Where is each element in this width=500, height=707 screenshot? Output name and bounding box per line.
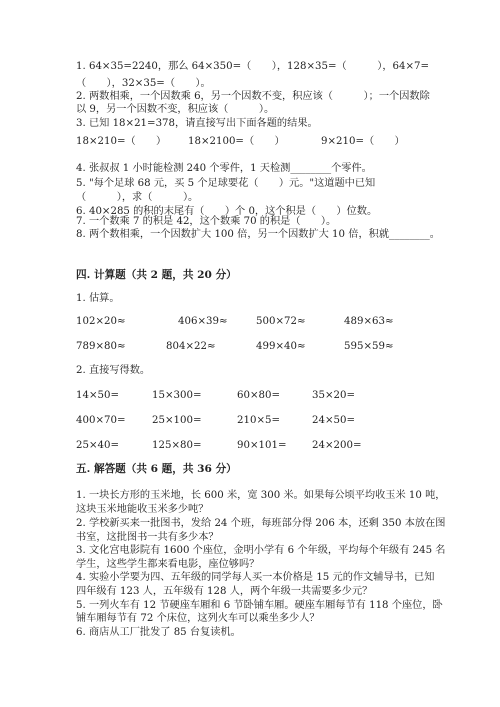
q3-item: 9×210=（ ）: [321, 136, 405, 147]
q1-line-1: 1. 64×35=2240，那么 64×350=（ ），128×35=（ ），64×7=: [76, 61, 430, 72]
estimate-item: 789×80≈: [76, 341, 126, 352]
direct-item: 25×40=: [76, 440, 119, 451]
word-problem-line: 学生，这些学生都来看电影，座位够吗？: [76, 559, 260, 570]
direct-label: 2. 直接写得数。: [76, 365, 151, 376]
word-problem-line: 4. 实验小学要为四、五年级的同学每人买一本价格是 15 元的作文辅导书，已知: [76, 572, 435, 583]
word-problem-line: 1. 一块长方形的玉米地，长 600 米，宽 300 米。如果每公顷平均收玉米 10 吨，: [76, 490, 446, 501]
direct-item: 24×200=: [312, 440, 362, 451]
direct-item: 25×100=: [152, 415, 202, 426]
q3-item: 18×210=（ ）: [76, 136, 167, 147]
direct-item: 210×5=: [237, 415, 280, 426]
section4-heading: 四. 计算题（共 2 题，共 20 分）: [76, 269, 237, 281]
direct-row: [76, 416, 436, 428]
q2-line-2: 以 9，另一个因数不变，积应该（ ）。: [76, 104, 275, 115]
q5-line-1: 5. "每个足球 68 元，买 5 个足球要花（ ）元。"这道题中已知: [76, 178, 376, 189]
direct-item: 90×101=: [237, 440, 287, 451]
section5-heading: 五. 解答题（共 6 题，共 36 分）: [76, 463, 237, 475]
q3-item: 18×2100=（ ）: [188, 136, 285, 147]
q3-answer-row: [76, 137, 436, 149]
direct-item: 125×80=: [152, 440, 202, 451]
direct-item: 60×80=: [237, 390, 280, 401]
estimate-label: 1. 估算。: [76, 293, 120, 304]
direct-item: 400×70=: [76, 415, 126, 426]
word-problem-line: 5. 一列火车有 12 节硬座车厢和 6 节卧铺车厢。硬座车厢每节有 118 个座位，卧: [76, 600, 443, 611]
estimate-item: 499×40≈: [256, 341, 306, 352]
q7-line: 7. 一个数乘 7 的积是 42，这个数乘 70 的积是（ ）。: [76, 216, 337, 227]
word-problem-line: 2. 学校新买来一批图书，发给 24 个班，每班部分得 206 本，还剩 350 本放在图: [76, 518, 446, 529]
direct-row: [76, 391, 436, 403]
q4-line: 4. 张叔叔 1 小时能检测 240 个零件，1 天检测________个零件。: [76, 163, 372, 174]
q3-line: 3. 已知 18×21=378，请直接写出下面各题的结果。: [76, 118, 318, 129]
direct-row: [76, 441, 436, 453]
estimate-item: 406×39≈: [178, 316, 228, 327]
estimate-item: 500×72≈: [256, 316, 306, 327]
q5-line-2: （ ），求（ ）。: [76, 192, 199, 203]
q1-line-2: （ ），32×35=（ ）。: [76, 78, 211, 89]
estimate-item: 102×20≈: [76, 316, 126, 327]
word-problem-line: 四年级有 123 人，五年级有 128 人，两个年级一共需要多少元？: [76, 586, 373, 597]
estimate-row: [76, 317, 436, 329]
word-problem-line: 这块玉米地能收玉米多少吨？: [76, 504, 209, 515]
q2-line-1: 2. 两数相乘，一个因数乘 6，另一个因数不变，积应该（ ）；一个因数除: [76, 91, 430, 102]
estimate-item: 595×59≈: [344, 341, 394, 352]
q6-line: 6. 40×285 的积的末尾有（ ）个 0，这个积是（ ）位数。: [76, 206, 378, 217]
word-problem-line: 6. 商店从工厂批发了 85 台复读机。: [76, 627, 241, 638]
estimate-item: 804×22≈: [166, 341, 216, 352]
direct-item: 24×50=: [312, 415, 355, 426]
estimate-row: [76, 342, 436, 354]
word-problem-line: 书室，这批图书一共有多少本？: [76, 532, 219, 543]
direct-item: 15×300=: [152, 390, 202, 401]
word-problem-line: 3. 文化宫电影院有 1600 个座位，金明小学有 6 个年级，平均每个年级有 245 名: [76, 545, 446, 556]
direct-item: 35×20=: [312, 390, 355, 401]
estimate-item: 489×63≈: [344, 316, 394, 327]
direct-item: 14×50=: [76, 390, 119, 401]
q8-line: 8. 两个数相乘，一个因数扩大 100 倍，另一个因数扩大 10 倍，积就________。: [76, 229, 440, 240]
word-problem-line: 铺车厢每节有 72 个床位，这列火车可以乘坐多少人？: [76, 613, 320, 624]
